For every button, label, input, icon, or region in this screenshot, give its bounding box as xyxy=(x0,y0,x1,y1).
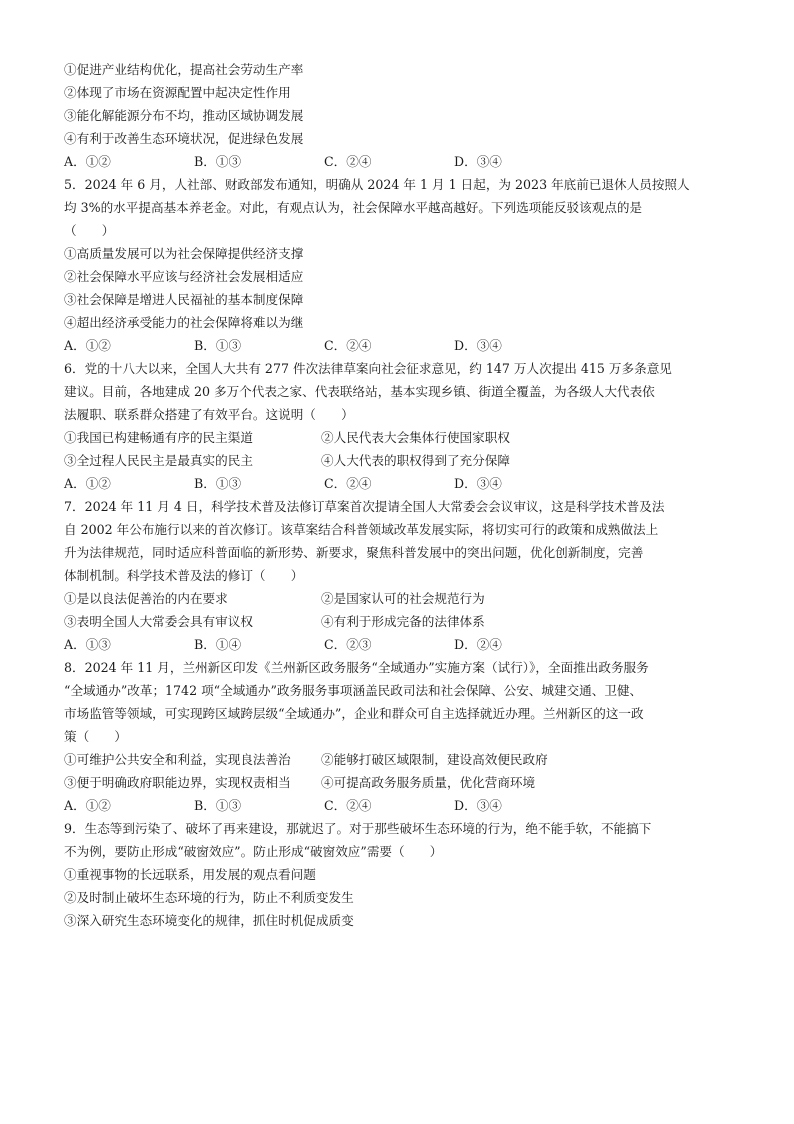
choice-c[interactable]: C．②④ xyxy=(324,476,372,491)
stem-text: 2024 年 6 月，人社部、财政部发布通知，明确从 2024 年 1 月 1 日起，为 2023 年底前已退休人员按照人 xyxy=(84,177,690,192)
question-stem-line: 市场监管等领域，可实现跨区域跨层级“全域通办”，企业和群众可自主选择就近办理。兰州新区的这一政 xyxy=(64,706,644,721)
option-statement: ②是国家认可的社会规范行为 xyxy=(321,591,485,606)
choice-d[interactable]: D．③④ xyxy=(454,154,502,169)
question-stem-line: 均 3%的水平提高基本养老金。对此，有观点认为，社会保障水平越高越好。下列选项能反驳该观点的是 xyxy=(64,200,643,215)
choice-d[interactable]: D．②④ xyxy=(454,637,502,652)
choice-a[interactable]: A．①② xyxy=(64,476,111,491)
choice-c[interactable]: C．②④ xyxy=(324,154,372,169)
option-statement: ①可维护公共安全和利益，实现良法善治 xyxy=(64,752,291,767)
question-number: 5． xyxy=(64,177,85,192)
option-statement: ①重视事物的长远联系，用发展的观点看问题 xyxy=(64,867,316,882)
choice-d[interactable]: D．③④ xyxy=(454,338,502,353)
option-statement: ①我国已构建畅通有序的民主渠道 xyxy=(64,430,253,445)
answer-choices xyxy=(64,794,744,817)
question-stem-line: 法履职、联系群众搭建了有效平台。这说明（ ） xyxy=(64,407,354,422)
question-stem-line: 策（ ） xyxy=(64,729,127,744)
question-7 xyxy=(64,495,744,656)
option-statement: ④有利于形成完备的法律体系 xyxy=(321,614,485,629)
choice-d[interactable]: D．③④ xyxy=(454,476,502,491)
option-statement: ④可提高政务服务质量，优化营商环境 xyxy=(321,775,536,790)
option-statement: ②人民代表大会集体行使国家职权 xyxy=(321,430,510,445)
answer-choices xyxy=(64,472,744,495)
question-stem-line: （ ） xyxy=(64,223,115,238)
option-statement: ②及时制止破坏生态环境的行为，防止不利质变发生 xyxy=(64,890,354,905)
choice-b[interactable]: B．①③ xyxy=(194,154,242,169)
option-statement: ②社会保障水平应该与经济社会发展相适应 xyxy=(64,269,304,284)
question-stem-line: “全域通办”改革；1742 项“全域通办”政务服务事项涵盖民政司法和社会保障、公安、城建交通、卫健、 xyxy=(64,683,643,698)
option-row xyxy=(64,587,744,610)
question-stem-line xyxy=(64,357,744,380)
option-statement: ①是以良法促善治的内在要求 xyxy=(64,591,228,606)
question-stem-line: 体制机制。科学技术普及法的修订（ ） xyxy=(64,568,304,583)
question-number: 7． xyxy=(64,499,85,514)
choice-b[interactable]: B．①③ xyxy=(194,476,242,491)
question-stem-line: 不为例，要防止形成“破窗效应”。防止形成“破窗效应”需要（ ） xyxy=(64,844,443,859)
option-statement: ④有利于改善生态环境状况，促进绿色发展 xyxy=(64,131,304,146)
option-row xyxy=(64,771,744,794)
choice-a[interactable]: A．①③ xyxy=(64,637,111,652)
option-statement: ③社会保障是增进人民福祉的基本制度保障 xyxy=(64,292,304,307)
option-statement: ③深入研究生态环境变化的规律，抓住时机促成质变 xyxy=(64,913,354,928)
choice-d[interactable]: D．③④ xyxy=(454,798,502,813)
question-number: 9． xyxy=(64,821,85,836)
question-number: 6． xyxy=(64,361,85,376)
stem-text: 2024 年 11 月，兰州新区印发《兰州新区政务服务“全域通办”实施方案（试行）》，全面推出政务服务 xyxy=(84,660,649,675)
option-row xyxy=(64,449,744,472)
question-stem-line xyxy=(64,656,744,679)
question-stem-line: 建议。目前，各地建成 20 多万个代表之家、代表联络站，基本实现乡镇、街道全覆盖，为各级人大代表依 xyxy=(64,384,655,399)
stem-text: 2024 年 11 月 4 日，科学技术普及法修订草案首次提请全国人大常委会会议审议，这是科学技术普及法 xyxy=(84,499,665,514)
option-statement: ②能够打破区域限制，建设高效便民政府 xyxy=(321,752,548,767)
question-8 xyxy=(64,656,744,817)
option-statement: ④人大代表的职权得到了充分保障 xyxy=(321,453,510,468)
stem-text: 党的十八大以来，全国人大共有 277 件次法律草案向社会征求意见，约 147 万人次提出 415 万多条意见 xyxy=(84,361,672,376)
option-statement: ③全过程人民民主是最真实的民主 xyxy=(64,453,253,468)
option-statement: ③能化解能源分布不均，推动区域协调发展 xyxy=(64,108,304,123)
stem-text: 生态等到污染了、破坏了再来建设，那就迟了。对于那些破坏生态环境的行为，绝不能手软，不能搞下 xyxy=(84,821,652,836)
option-statement: ①促进产业结构优化，提高社会劳动生产率 xyxy=(64,62,304,77)
choice-a[interactable]: A．①② xyxy=(64,798,111,813)
option-statement: ④超出经济承受能力的社会保障将难以为继 xyxy=(64,315,304,330)
question-stem-line xyxy=(64,495,744,518)
question-stem-line xyxy=(64,817,744,840)
exam-page xyxy=(64,58,744,932)
question-stem-line xyxy=(64,173,744,196)
question-number: 8． xyxy=(64,660,85,675)
choice-b[interactable]: B．①④ xyxy=(194,637,242,652)
choice-c[interactable]: C．②④ xyxy=(324,338,372,353)
option-row xyxy=(64,426,744,449)
option-statement: ①高质量发展可以为社会保障提供经济支撑 xyxy=(64,246,304,261)
choice-a[interactable]: A．①② xyxy=(64,154,111,169)
answer-choices xyxy=(64,633,744,656)
answer-choices xyxy=(64,334,744,357)
question-6 xyxy=(64,357,744,495)
choice-c[interactable]: C．②③ xyxy=(324,637,372,652)
option-statement: ③表明全国人大常委会具有审议权 xyxy=(64,614,253,629)
choice-c[interactable]: C．②④ xyxy=(324,798,372,813)
choice-a[interactable]: A．①② xyxy=(64,338,111,353)
question-stem-line: 升为法律规范，同时适应科普面临的新形势、新要求，聚焦科普发展中的突出问题，优化创新制度，完善 xyxy=(64,545,644,560)
option-row xyxy=(64,610,744,633)
question-5 xyxy=(64,173,744,357)
choice-b[interactable]: B．①③ xyxy=(194,798,242,813)
answer-choices xyxy=(64,150,744,173)
option-statement: ③便于明确政府职能边界，实现权责相当 xyxy=(64,775,291,790)
option-statement: ②体现了市场在资源配置中起决定性作用 xyxy=(64,85,291,100)
question-4-continued xyxy=(64,58,744,173)
option-row xyxy=(64,748,744,771)
question-9 xyxy=(64,817,744,932)
question-stem-line: 自 2002 年公布施行以来的首次修订。该草案结合科普领域改革发展实际，将切实可行的政策和成熟做法上 xyxy=(64,522,659,537)
choice-b[interactable]: B．①③ xyxy=(194,338,242,353)
